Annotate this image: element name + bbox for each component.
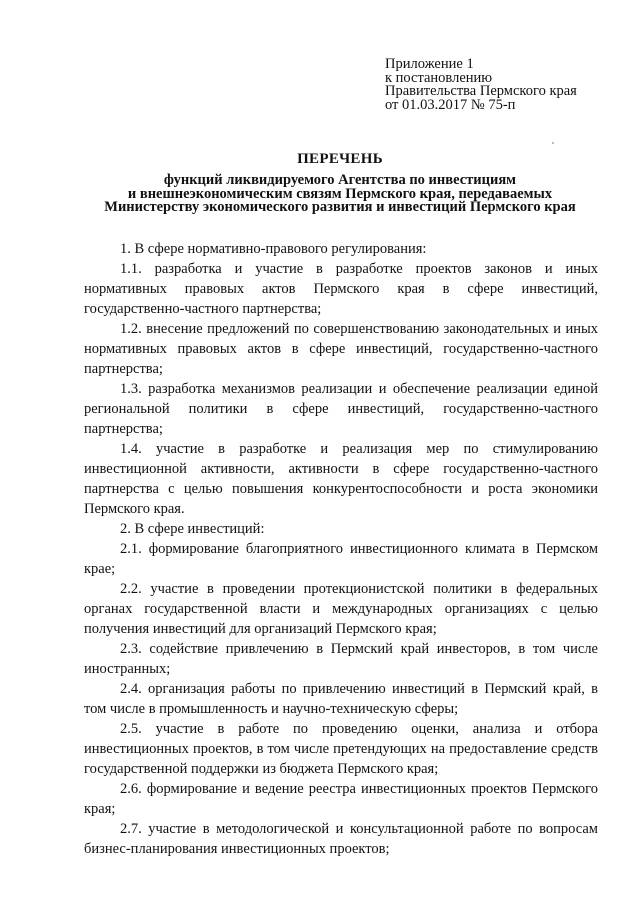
list-item: 1.2. внесение предложений по совершенствованию законодательных и иных нормативных правовых актов в сфере инвестиций, государственно-частного партнерства;: [84, 321, 598, 377]
document-subtitle: [80, 174, 600, 215]
list-item: 2.5. участие в работе по проведению оценки, анализа и отбора инвестиционных проектов, в том числе претендующих на предоставление средств государственной поддержки из бюджета Пермского края;: [84, 721, 598, 777]
appendix-block: [385, 58, 625, 112]
document-body: [84, 239, 598, 859]
scan-speck: [552, 142, 554, 144]
list-item: 1.4. участие в разработке и реализация мер по стимулированию инвестиционной активности, активности в сфере государственно-частного партнерства с целью повышения конкурентоспособности и роста экономики Пермского края.: [84, 441, 598, 517]
list-item: 1.1. разработка и участие в разработке проектов законов и иных нормативных правовых актов Пермского края в сфере инвестиций, государственно-частного партнерства;: [84, 261, 598, 317]
section-heading: 2. В сфере инвестиций:: [120, 521, 265, 537]
document-title: ПЕРЕЧЕНЬ: [297, 151, 383, 167]
list-item: 2.4. организация работы по привлечению инвестиций в Пермский край, в том числе в промышленность и научно-техническую сферы;: [84, 681, 598, 717]
list-item: 2.6. формирование и ведение реестра инвестиционных проектов Пермского края;: [84, 781, 598, 817]
subtitle-line-3: Министерству экономического развития и инвестиций Пермского края: [104, 199, 576, 215]
list-item: 2.7. участие в методологической и консультационной работе по вопросам бизнес-планирования инвестиционных проектов;: [84, 821, 598, 857]
appendix-line-1: Приложение 1: [385, 56, 474, 72]
list-item: 2.1. формирование благоприятного инвестиционного климата в Пермском крае;: [84, 541, 598, 577]
appendix-line-4: от 01.03.2017 № 75-п: [385, 96, 516, 113]
subtitle-line-1: функций ликвидируемого Агентства по инвестициям: [163, 172, 517, 188]
appendix-line-3: Правительства Пермского края: [385, 83, 577, 99]
list-item: 2.3. содействие привлечению в Пермский край инвесторов, в том числе иностранных;: [84, 641, 598, 677]
subtitle-line-2: и внешнеэкономическим связям Пермского края, передаваемых: [127, 185, 553, 202]
appendix-line-2: к постановлению: [385, 69, 493, 86]
section-heading: 1. В сфере нормативно-правового регулирования:: [120, 241, 427, 257]
list-item: 2.2. участие в проведении протекционистской политики в федеральных органах государственной власти и международных организациях с целью получения инвестиций для организаций Пермского края;: [84, 581, 598, 637]
list-item: 1.3. разработка механизмов реализации и обеспечение реализации единой региональной политики в сфере инвестиций, государственно-частного партнерства;: [84, 381, 598, 437]
